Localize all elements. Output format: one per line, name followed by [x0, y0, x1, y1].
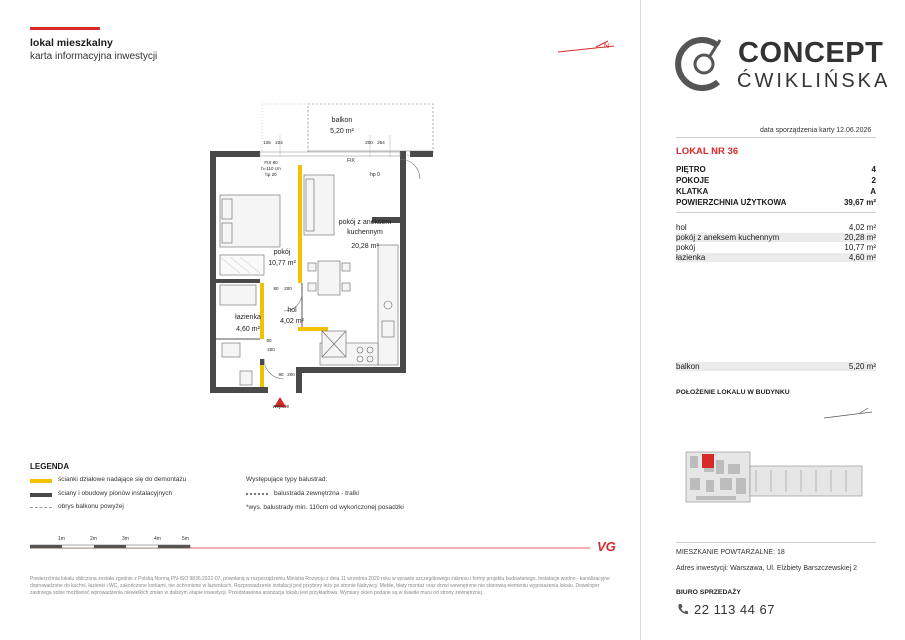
plan-label-hol-area: 4,02 m²	[280, 318, 304, 325]
plan-dim-200c: 200	[287, 372, 295, 377]
plan-dim-90: 90	[278, 372, 284, 377]
legend-item-walls: ściany i obudowy pionów instalacyjnych	[58, 490, 173, 497]
balustrade-item: balustrada zewnętrzna - tralki	[274, 490, 359, 497]
plan-dim-200b: 200	[267, 347, 275, 352]
plan-label-entrance: wejście	[272, 404, 290, 410]
logo-cwiklinska-text: ĆWIKLIŃSKA	[737, 70, 891, 92]
scale-bar	[30, 536, 590, 552]
divider	[676, 542, 876, 543]
room-row-hol: hol 4,02 m²	[676, 223, 876, 232]
legend-swatch-removable	[30, 479, 52, 483]
logo-concept-text: CONCEPT	[738, 37, 884, 69]
lokal-number: LOKAL NR 36	[676, 146, 739, 157]
divider	[676, 137, 876, 138]
scale-label-2m: 2m	[90, 536, 97, 542]
plan-label-hol: hol	[287, 307, 297, 314]
balustrade-title: Występujące typy balustrad:	[246, 476, 328, 483]
investment-address: Adres inwestycji: Warszawa, Ul. Elżbiety Barszczewskiej 2	[676, 565, 858, 572]
plan-label-bedroom-area: 10,77 m²	[268, 260, 296, 267]
plan-label-living-area: 20,28 m²	[351, 243, 379, 250]
page-subtitle: karta informacyjna inwestycji	[30, 51, 158, 62]
scale-label-3m: 3m	[122, 536, 129, 542]
lokal-location-marker	[702, 454, 714, 468]
attr-row-floor: PIĘTRO 4	[676, 165, 876, 174]
room-row-living: pokój z aneksem kuchennym 20,28 m²	[676, 233, 876, 242]
plan-dim-254: 254	[377, 140, 385, 145]
plan-dim-200: 200	[365, 140, 373, 145]
legend-swatch-balcony	[30, 507, 52, 508]
plan-label-living-2: kuchennym	[347, 229, 383, 236]
balustrade-note: *wys. balustrady min. 110cm od wykończonej posadzki	[246, 504, 404, 511]
scale-label-5m: 5m	[182, 536, 189, 542]
room-row-bathroom: łazienka 4,60 m²	[676, 253, 876, 262]
footer-disclaimer: Powierzchnia lokalu obliczona została zgodnie z Polską Normą PN-ISO 9836:2022-07, powołaną w rozporządzeniu Ministra Rozwoju z dnia 11 września 2020 roku w sprawie szczegółowego zakresu i formy projektu budowlanego. Instalacje wodno - kanalizacyjne doprowadzone do kuchni, łazienki i WC, zakończone korkami, nie ochronione w łazienkach. Rozprowadzenie instalacji pod przybory leży po stronie Nabywcy. Meble, blaty montaż oraz drzwi wewnętrzne nie stanowią elementu wyposażenia lokalu. Deweloper zastrzega sobie możliwość wprowadzenia niewielkich zmian w dalszym etapie inwestycji. Przedstawiona aranżacja lokalu jest przykładowa. Wymiary okien podane są w świetle muru od strony zewnętrznej.	[30, 576, 610, 596]
column-divider	[640, 0, 641, 640]
legend-item-balcony: obrys balkonu powyżej	[58, 503, 124, 510]
balcony-row: balkon 5,20 m²	[676, 362, 876, 371]
plan-hp0-note: hp 0	[370, 172, 380, 178]
attr-row-staircase: KLATKA A	[676, 187, 876, 196]
plan-label-living: pokój z aneksem	[338, 219, 392, 226]
plan-height-note: h=110 cm	[261, 166, 281, 171]
legend-swatch-balustrade	[246, 493, 268, 495]
plan-fix-note: FIX	[347, 158, 355, 164]
legend-item-removable: ścianki działowe nadające się do demontażu	[58, 476, 187, 483]
plan-label-bathroom: łazienka	[235, 314, 261, 321]
plan-dim-200a: 200	[284, 286, 292, 291]
floor-plan	[200, 95, 440, 415]
plan-dim-224: 224	[275, 140, 283, 145]
plan-label-bathroom-area: 4,60 m²	[236, 326, 260, 333]
page-title: lokal mieszkalny	[30, 37, 113, 49]
card-date: data sporządzenia karty 12.06.2026	[760, 127, 872, 134]
header-accent-bar	[30, 27, 100, 30]
plan-dim-105: 105	[263, 140, 271, 145]
concept-logo-icon	[674, 34, 730, 92]
attr-row-area: POWIERZCHNIA UŻYTKOWA 39,67 m²	[676, 198, 876, 207]
room-row-bedroom: pokój 10,77 m²	[676, 243, 876, 252]
plan-label-balkon: balkon	[331, 117, 353, 124]
divider	[676, 212, 876, 213]
plan-hp20-note: hp 20	[265, 172, 277, 177]
attr-row-rooms: POKOJE 2	[676, 176, 876, 185]
phone-icon	[677, 603, 689, 615]
north-arrow-icon	[556, 38, 620, 56]
legend-title: LEGENDA	[30, 462, 70, 471]
location-title: POŁOŻENIE LOKALU W BUDYNKU	[676, 389, 790, 396]
scale-label-4m: 4m	[154, 536, 161, 542]
svg-text:N: N	[604, 43, 610, 50]
repeated-unit-info: MIESZKANIE POWTARZALNE: 18	[676, 549, 785, 556]
plan-dim-80a: 80	[273, 286, 279, 291]
legend-swatch-walls	[30, 493, 52, 497]
scale-label-1m: 1m	[58, 536, 65, 542]
sales-office-title: BIURO SPRZEDAŻY	[676, 589, 741, 596]
plan-fix80-note: FIX 80	[264, 160, 278, 165]
plan-dim-80b: 80	[266, 338, 272, 343]
sales-phone[interactable]: 22 113 44 67	[694, 602, 775, 617]
vg-brand-logo: VG	[597, 539, 616, 554]
plan-label-bedroom: pokój	[273, 249, 291, 256]
plan-label-balkon-area: 5,20 m²	[330, 128, 354, 135]
building-location-map	[676, 404, 876, 536]
